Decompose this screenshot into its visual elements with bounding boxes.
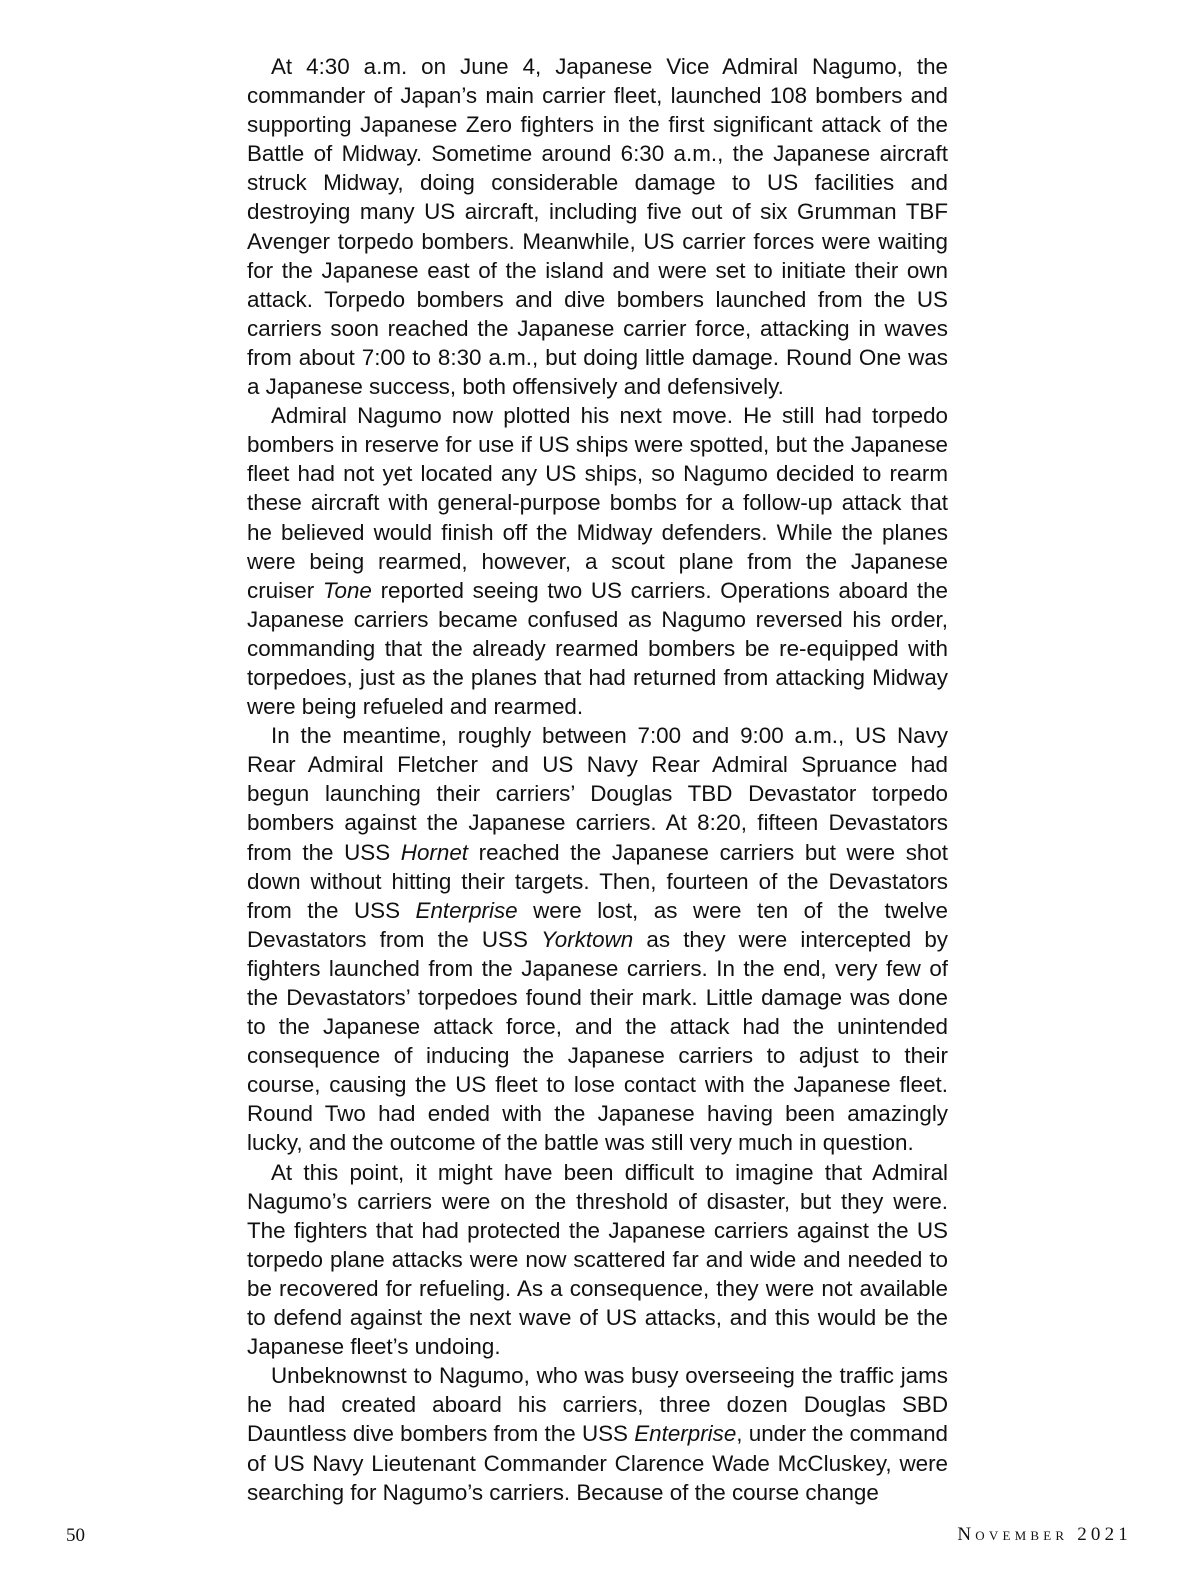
- text-run: At 4:30 a.m. on June 4, Japanese Vice Admiral Nagumo, the commander of Japan’s main carrier fleet, launched 108 bombers and supporting Japanese Zero fighters in the first significant attack of the Battle of Midway. Sometime around 6:30 a.m., the Japanese aircraft struck Midway, doing considerable damage to US facilities and destroying many US aircraft, including five out of six Grumman TBF Avenger torpedo bombers. Meanwhile, US carrier forces were waiting for the Japanese east of the island and were set to initiate their own attack. Torpedo bombers and dive bombers launched from the US carriers soon reached the Japanese carrier force, attacking in waves from about 7:00 to 8:30 a.m., but doing little damage. Round One was a Japanese success, both offensively and defensively.: [247, 54, 948, 400]
- text-run: as they were intercepted by fighters launched from the Japanese carriers. In the end, very few of the Devastators’ torpedoes found their mark. Little damage was done to the Japanese attack force, and the attack had the unintended consequence of inducing the Japanese carriers to adjust to their course, causing the US fleet to lose contact with the Japanese fleet. Round Two had ended with the Japanese having been amazingly lucky, and the outcome of the battle was still very much in question.: [247, 926, 948, 1156]
- text-run: In the meantime, roughly between 7:00 and 9:00 a.m., US Navy Rear Admiral Fletcher and US Navy Rear Admiral Spruance had begun launching their carriers’ Douglas TBD Devastator torpedo bombers against the Japanese carriers. At 8:20, fifteen Devastators from the USS: [247, 723, 948, 865]
- text-run: reached the Japanese carriers but were shot down without hitting their targets. Then, fourteen of the Devastators from the USS: [247, 839, 949, 923]
- text-run: were lost, as were ten of the twelve Devastators from the USS: [247, 897, 949, 952]
- ship-name-italic: Enterprise: [415, 897, 518, 923]
- text-run: , under the command of US Navy Lieutenant Commander Clarence Wade McCluskey, were searching for Nagumo’s carriers. Because of the course change: [247, 1421, 948, 1505]
- paragraph-2: [247, 401, 948, 721]
- ship-name-italic: Tone: [322, 577, 372, 603]
- issue-date: November 2021: [957, 1524, 1132, 1545]
- page-number: 50: [66, 1525, 85, 1546]
- paragraph-4: [247, 1158, 948, 1362]
- article-body: [247, 52, 948, 1507]
- paragraph-3: [247, 721, 948, 1157]
- text-run: reported seeing two US carriers. Operations aboard the Japanese carriers became confused as Nagumo reversed his order, commanding that the already rearmed bombers be re-equipped with torpedoes, just as the planes that had returned from attacking Midway were being refueled and rearmed.: [247, 577, 949, 720]
- text-run: At this point, it might have been difficult to imagine that Admiral Nagumo’s carriers were on the threshold of disaster, but they were. The fighters that had protected the Japanese carriers against the US torpedo plane attacks were now scattered far and wide and needed to be recovered for refueling. As a consequence, they were not available to defend against the next wave of US attacks, and this would be the Japanese fleet’s undoing.: [247, 1159, 948, 1360]
- paragraph-5: [247, 1361, 948, 1506]
- ship-name-italic: Hornet: [400, 839, 468, 865]
- text-run: Unbeknownst to Nagumo, who was busy overseeing the traffic jams he had created aboard his carriers, three dozen Douglas SBD Dauntless dive bombers from the USS: [247, 1363, 948, 1447]
- text-run: Admiral Nagumo now plotted his next move. He still had torpedo bombers in reserve for use if US ships were spotted, but the Japanese fleet had not yet located any US ships, so Nagumo decided to rearm these aircraft with general-purpose bombs for a follow-up attack that he believed would finish off the Midway defenders. While the planes were being rearmed, however, a scout plane from the Japanese cruiser: [247, 403, 948, 603]
- ship-name-italic: Enterprise: [634, 1421, 737, 1447]
- paragraph-1: [247, 52, 948, 401]
- ship-name-italic: Yorktown: [541, 926, 634, 952]
